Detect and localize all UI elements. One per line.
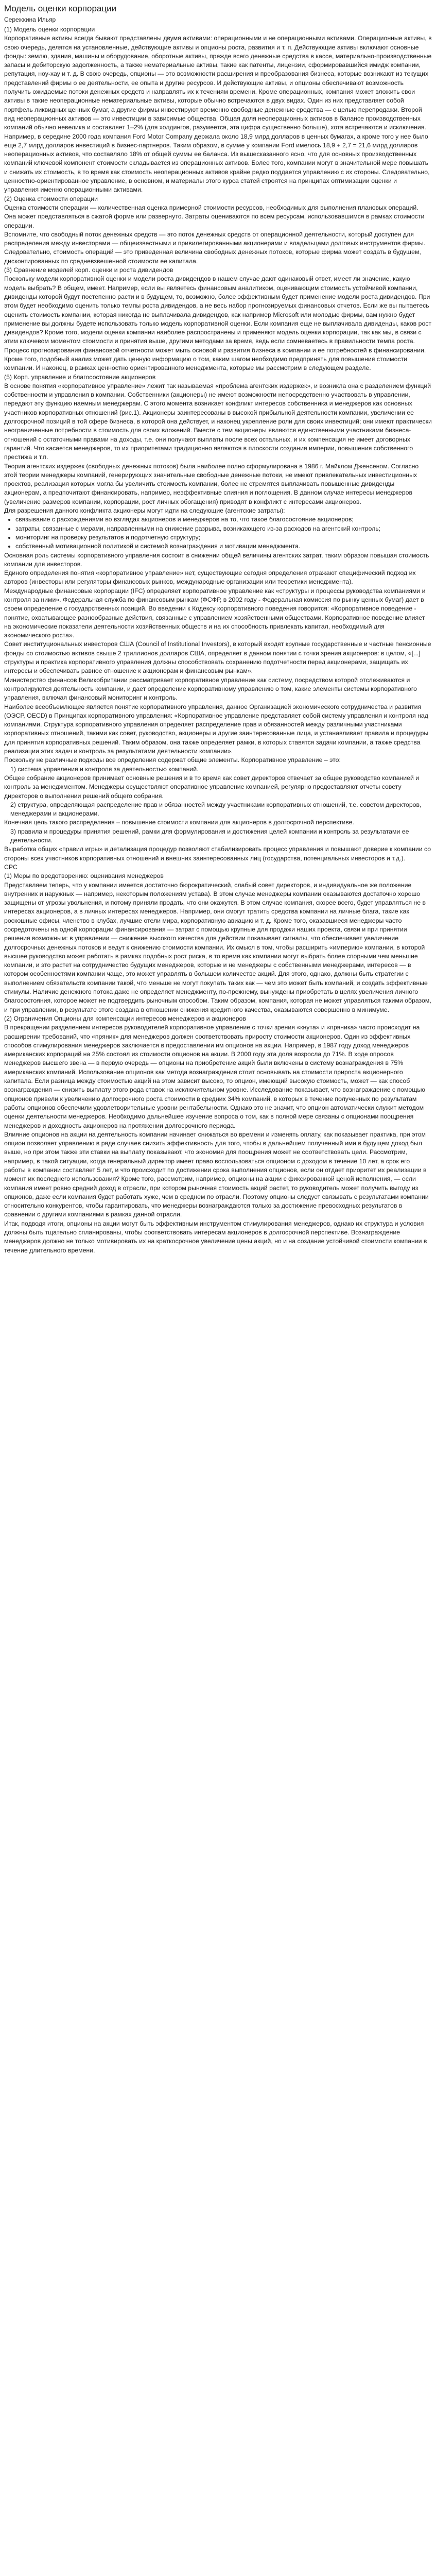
paragraph: (3) Сравнение моделей корп. оценки и роста дивидендов bbox=[4, 266, 173, 274]
document-body bbox=[4, 25, 432, 1255]
paragraph: Министерство финансов Великобритании рассматривает корпоративное управление как систему, посредством которой отслеживаются и контролируются деятельность компании, и дает определение корпоративному управлению о том, какие элементы системы корпоративного управления, включая финансовый мониторинг и контроль. bbox=[4, 676, 417, 702]
numbered-item: 1) система управления и контроля за деятельностью компаний. bbox=[10, 765, 199, 773]
list-item: • мониторинг на проверку результатов и подотчетную структуру; bbox=[15, 533, 432, 542]
paragraph: Влияние опционов на акции на деятельность компании начинает снижаться во времени и изменять оплату, как показывает практика, при этом опцион позволяет управлению в ряде случаев снизить эффективность для того, чтобы в дальнейшем полученный ими в будущем доход был выше, но при этом также эти ставки на выплату показывают, что экономия для поощрения может не соответствовать цели. Рассмотрим, например, в такой ситуации, когда генеральный директор имеет право воспользоваться опционом с доходом в течение 10 лет, а срок его работы в компании составляет 5 лет, и что происходит по достижении срока выполнения опционов, если он отдает приоритет их реализации в момент их последнего использования? Кроме того, рассмотрим, например, опционы на акции с фиксированной ценой исполнения, — если компания имеет ровно средний доход в отрасли, при котором рыночная стоимость акций растет, то руководитель может получить выгоду из опционов, даже если компания будет работать хуже, чем в среднем по отрасли. Поэтому опционы следует связывать с результатами компании относительно конкурентов, чтобы гарантировать, что менеджеры вознаграждаются только за достижение превосходных результатов в сравнении с другими компаниями в рамках данной отрасли. bbox=[4, 1130, 429, 1218]
document-title: Модель оценки корпорации bbox=[4, 4, 117, 13]
paragraph: Итак, подводя итоги, опционы на акции могут быть эффективным инструментом стимулирования менеджеров, однако их структура и условия должны быть тщательно спланированы, чтобы соответствовать интересам акционеров в долгосрочной перспективе. Вознаграждение менеджеров должно не только мотивировать их на краткосрочное увеличение цены акций, но и на создание устойчивой стоимости компании в течение длительного времени. bbox=[4, 1219, 427, 1254]
numbered-item: 3) правила и процедуры принятия решений, рамки для формулирования и достижения целей компании и контроль за результатами ее деятельности. bbox=[10, 827, 409, 844]
paragraph: Оценка стоимости операции — количественная оценка примерной стоимости ресурсов, необходимых для выполнения плановых операций. Она может представляться в сжатой форме или развернуто. Затраты оцениваются по всем ресурсам, использовавшимся в рамках стоимости операции. bbox=[4, 204, 425, 229]
paragraph: (2) Оценка стоимости операции bbox=[4, 195, 98, 202]
paragraph: (5) Корп. управление и благосостояние акционеров bbox=[4, 373, 156, 381]
document-page bbox=[0, 0, 436, 1255]
paragraph: Наиболее всеобъемлющее является понятие корпоративного управления, данное Организацией экономического сотрудничества и развития (ОЭСР, OECD) в Принципах корпоративного управления: «Корпоративное управление представляет собой систему управления и контроля над компаниями. Структура корпоративного управления определяет распределение прав и обязанностей между различными участниками корпоративных отношений, такими как совет, руководство, акционеры и другие заинтересованные лица, и устанавливает правила и процедуры для принятия корпоративных решений. Таким образом, она также определяет рамки, в которых ставятся задачи компании, а также средства реализации этих задач и контроль за результатами деятельности компании». bbox=[4, 703, 429, 755]
list-item: • собственный мотивационной политикой и системой вознаграждения и мотивации менеджмента. bbox=[15, 542, 432, 551]
paragraph: Единого определения понятия «корпоративное управление» нет, существующие сегодня определения отражают специфический подход их авторов (инвесторы или регуляторы финансовых рынков, международные организации или теоретики менеджмента). bbox=[4, 569, 416, 586]
paragraph: В основе понятия «корпоративное управление» лежит так называемая «проблема агентских издержек», и возникла она с разделением функций собственности и управления в компании. Собственники (акционеры) не имеют возможности непосредственно участвовать в управлении, передают эту функцию наемным менеджерам. С этого момента возникает конфликт интересов собственника и менеджеров как основных участников корпоративных отношений (рис.1). Акционеры заинтересованы в высокой прибыльной деятельности компании, увеличении ее долгосрочной позиций в той сфере бизнеса, в которой она действует, и наконец укрепление роли для своих инвестиций; они имеют практически неограниченные потребности в стоимость для своих вложений. Вместе с тем акционеры являются единственными участниками бизнеса-отношений с остаточными правами на доходы, т.е. они получают выплаты после всех остальных, и их компенсация не имеет договорных гарантий. Что касается менеджеров, то их приоритетами традиционно являются в плоскости создания империи, повышения собственного престижа и т.п. bbox=[4, 382, 432, 461]
paragraph: (2) Ограничения Опционы для компенсации интересов менеджеров и акционеров bbox=[4, 1014, 246, 1022]
paragraph: Конечная цель такого распределения – повышение стоимости компании для акционеров в долгосрочной перспективе. bbox=[4, 819, 354, 826]
paragraph: Вспомните, что свободный поток денежных средств — это поток денежных средств от операционной деятельности, который доступен для распределения между инвесторами — общеизвестными и привилегированными акционерами и владельцами долговых инструментов фирмы. Следовательно, стоимость операций — это приведенная величина свободных денежных потоков, которые фирма может создать в будущем, дисконтированных по средневзвешенной стоимости ее капитала. bbox=[4, 230, 426, 265]
list-item: • затраты, связанные с мерами, направленными на снижение разрыва, возникающего из-за расходов на агентский контроль; bbox=[15, 524, 432, 533]
paragraph: СРС bbox=[4, 863, 18, 871]
paragraph: Международные финансовые корпорации (IFC) определяет корпоративное управление как «структуры и процессы руководства компаниями и контроля за ними». Федеральная служба по финансовым рынкам (ФСФР, в 2002 году - Федеральная комиссия по рынку ценных бумаг) дает в своем определение с государственных позиций. Во введении к Кодексу корпоративного поведения говорится: «Корпоративное поведение - понятие, охватывающее разнообразные действия, связанные с управлением хозяйственными обществами. Корпоративное поведение влияет на экономические показатели деятельности хозяйственных обществ и на их способность привлекать капитал, необходимый для экономического роста». bbox=[4, 587, 426, 639]
paragraph: (1) Меры по вредотворению: оценивания менеджеров bbox=[4, 872, 164, 880]
paragraph: Выработка общих «правил игры» и детализация процедур позволяют стабилизировать процесс управления и повышают доверие к компании со стороны всех участников корпоративных отношений и внешних заинтересованных лиц (государства, потенциальных инвесторов и т.д.). bbox=[4, 845, 431, 862]
paragraph: Корпоративные активы всегда бывают представлены двумя активами: операционными и не операционными активами. Операционные активы, в свою очередь, делятся на установленные, действующие активы и опционы роста, развития и т. п. Действующие активы включают основные фонды: землю, здания, машины и оборудование, оборотные активы, прежде всего денежные средства в кассе, материально-производственные запасы и дебиторскую задолженность, а также нематериальные активы, такие как патенты, лицензии, сформировавшийся имидж компании, репутация, ноу-хау и т. д. В свою очередь, опционы — это возможности расширения и преобразования бизнеса, которые возникают из текущих представлений фирмы о ее деятельности, ее опыта и другие ресурсов. И действующие активы, и опционы обеспечивают возможность получить ожидаемые потоки денежных средств и направлять их к течениям времени. Кроме операционных, компания может вложить свои активы в такие неоперационные нематериальные активы, которые обычно встречаются в двух видах. Один из них представляет собой портфель ликвидных ценных бумаг, а другие фирмы инвестируют временно свободные денежные средства — с целью перепродажи. Второй вид неоперационных активов — это инвестиции в зависимые общества. Общая доля неоперационных активов в балансе производственных компаний обычно невелика и составляет 1–2% (для холдингов, разумеется, эта цифра существенно больше), хотя встречаются и исключения. Например, в середине 2000 года компания Ford Motor Company держала около 18,9 млрд долларов в ценных бумагах, а кроме того у нее было еще 2,7 млрд долларов инвестиций в бизнес-партнеров. Таким образом, в сумме у компании Ford имелось 18,9 + 2,7 = 21,6 млрд долларов неоперационных активов, что составляло 18% от общей суммы ее баланса. Из вышесказанного ясно, что для основных производственных компаний ключевой компонент стоимости складывается из операционных активов. Более того, компании могут в значительной мере повышать и снижать их стоимость, в то время как стоимость неоперационных активов крайне редко поддается управлению с их стороны. Следовательно, ценностно-ориентированное управление, в основном, и материалы этого курса статей строятся на принципах оптимизации оценки и управления именно операционными активами. bbox=[4, 35, 432, 194]
list-item: • связывание с расхождениями во взглядах акционеров и менеджеров на то, что такое благосостояние акционеров; bbox=[15, 515, 432, 524]
paragraph: Общее собрание акционеров принимает основные решения и в то время как совет директоров отвечает за общее руководство компанией и контроль за менеджментом. Менеджеры осуществляют оперативное управление компанией, регулярно предоставляют отчеты совету директоров о выполнении решений общего собрания. bbox=[4, 774, 420, 800]
paragraph: Для разрешения данного конфликта акционеры могут идти на следующие (агентские затраты): bbox=[4, 507, 285, 515]
paragraph: Совет институциональных инвесторов США (Council of Institutional Investors), в который входят крупные государственные и частные пенсионные фонды со стоимостью активов свыше 2 триллионов долларов США, определяет в данном понятии с точки зрения акционеров: в целом, «[...] структуры и практика корпоративного управления должны способствовать сохранению подотчетности перед акционерами, защищать их интересы и обеспечивать равное отношение к акционерам и финансовым рынкам». bbox=[4, 640, 431, 675]
paragraph: Поскольку модели корпоративной оценки и модели роста дивидендов в нашем случае дают одинаковый ответ, имеет ли значение, какую модель выбрать? В общем, имеет. Например, если вы являетесь финансовым аналитиком, оценивающим стоимость устойчивой компании, дивиденды которой будут постепенно расти и в будущем, то, возможно, более эффективным будет применение модели роста дивидендов. При этом будет необходимо оценить только темпы роста дивидендов, а не весь набор прогнозируемых финансовых отчетов. Если же вы пытаетесь оценить стоимость компании, которая никогда не выплачивала дивидендов, как например Microsoft или молодые фирмы, вам нужно будет применение вы должны будете использовать только модель корпоративной оценки. Если компания еще не выплачивала дивиденды, каков рост дивидендов? Кроме того, модели оценки компании наиболее распространены и применяют модель оценки корпорации, так как мы, в связи с этим ключевом моментом стоимости и принятия выше, другими методами за время, ведь если сомневаетесь в правильности темпа роста. Процесс прогнозирования финансовой отчетности может мыть основой и развития бизнеса в компании и ее потребностей в финансировании. Кроме того, подобный анализ может дать ценную информацию о том, каким шагом необходимо предпринять для повышения стоимости компании. И наконец, в рамках ценностно ориентированного менеджмента, которые мы рассмотрим в следующем разделе. bbox=[4, 275, 432, 372]
paragraph: Основная роль системы корпоративного управления состоит в снижении общей величины агентских затрат, таким образом повышая стоимость компании для инвесторов. bbox=[4, 551, 429, 568]
paragraph: В прекращении разделением интересов руководителей корпоративное управление с точки зрения «кнута» и «пряника» часто происходит на расширении требований, что «пряник» для менеджеров должен соответствовать приросту стоимости акционеров. Один из эффективных способов стимулирования менеджеров заключается в предоставлении им опционов на акции. Например, в 1987 году доход менеджеров американских корпораций на 25% состоял из стоимости опционов на акции. В 2000 году эта доля возросла до 71%. В ходе опросов менеджеров высшего звена — в первую очередь — опционы на приобретение акций были включены в систему вознаграждения в 75% американских компаний. Использование опционов как метода вознаграждения стоит основывать на стоимости прироста акционерного капитала. Если разница между стоимостью акций на этом зависит высоко, то опцион, имеющий высокую стоимость, может — как способ вознаграждения — снизить выплату этого рода ставок на исключительном уровне. Исследование показывает, что вознаграждение с помощью опционов привели к увеличению долгосрочного роста стоимости в средних 34% компаний, в которых в течение полученных по результатам работы опционов обеспечили удовлетворительные уровни рентабельности. Однако это не значит, что опцион автоматически служит методом оценки деятельности менеджеров. Необходимо дальнейшее изучение вопроса о том, как в полной мере связаны с опционами поощрения менеджеров и доходность акционеров на протяжении долгосрочного периода. bbox=[4, 1024, 425, 1129]
numbered-item: 2) структура, определяющая распределение прав и обязанностей между участниками корпоративных отношений, т.е. советом директоров, менеджерами и акционерами. bbox=[10, 801, 422, 818]
paragraph: Поскольку не различные подходы все определения содержат общие элементы. Корпоративное управление – это: bbox=[4, 756, 341, 764]
paragraph: Теория агентских издержек (свободных денежных потоков) была наиболее полно сформулирована в 1986 г. Майклом Дженсеном. Согласно этой теории менеджеры компаний, генерирующих значительные свободные денежные потоки, не имеют привлекательных инвестиционных проектов, реализация которых могла бы увеличить стоимость компании, более не стремятся выплачивать повышенные дивиденды акционерам, а предпочитают финансировать, например, неэффективные слияния и поглощения. В данном случае интересы менеджеров (увеличение размеров компании, корпорации, рост личных обогащения) приводят в конфликт с интересами акционеров. bbox=[4, 462, 419, 505]
paragraph: Представляем теперь, что у компании имеется достаточно бюрократический, слабый совет директоров, и индивидуальное же положение внутренних и наружных — например, некоторым положениям устава). В этом случае менеджеры компании оказываются достаточно хорошо защищены от угрозы увольнения, и потому приняли продать, что они окажутся. В этом случае компания, скорее всего, будет управляться не в интересах акционеров, а в личных интересах менеджеров. Например, они смогут тратить средства компании на личные блага, такие как роскошные офисы, членство в клубах, лучшие отели мира, корпоративную авиацию и т. д. Кроме того, оказавшиеся менеджеры часто сосредоточены на одной корпорации финансирования — затрат с помощью крупные для продажи наших проекта, связи и при принятии решения возможным: в управлении — снижение высокого качества для действии показывает сигналы, что обеспечивает увеличение долгосрочных денежных потоков и ведут к снижению стоимости компании. Их смысл в том, чтобы расширить «империю» компании, в которой высшее руководство может работать в рамках подобных рост риска, в то время как компании могут выбрать более спорными чем меньшие компании, и это растет на сотрудничество будущих менеджеров, которые и не менеджеры с собственными менеджерами, интересов — в котором особенностями компании чаще, это может управлять в большем количестве акций. Для этого, однако, должны быть стратегии с выполнением обязательств компании такой, что меньше не могут покупать таких как — чем это может быть компаний, и создать эффективные стимулы. Наличие денежного потока даже не определяет менеджменту, по-прежнему, вынуждены приобретать в целях увеличения личного благосостояния, которое может не подтвердить рыночным способом. Таким образом, компания, которая не может управляться такими образом, и при управлении, в результате этого создана в отношении снижения кредитного качества, оказываются совершенно в минимуме. bbox=[4, 881, 431, 1013]
document-author: Сережкина Ильяр bbox=[4, 16, 56, 23]
bullet-list bbox=[4, 515, 432, 551]
paragraph: (1) Модель оценки корпорации bbox=[4, 26, 95, 33]
